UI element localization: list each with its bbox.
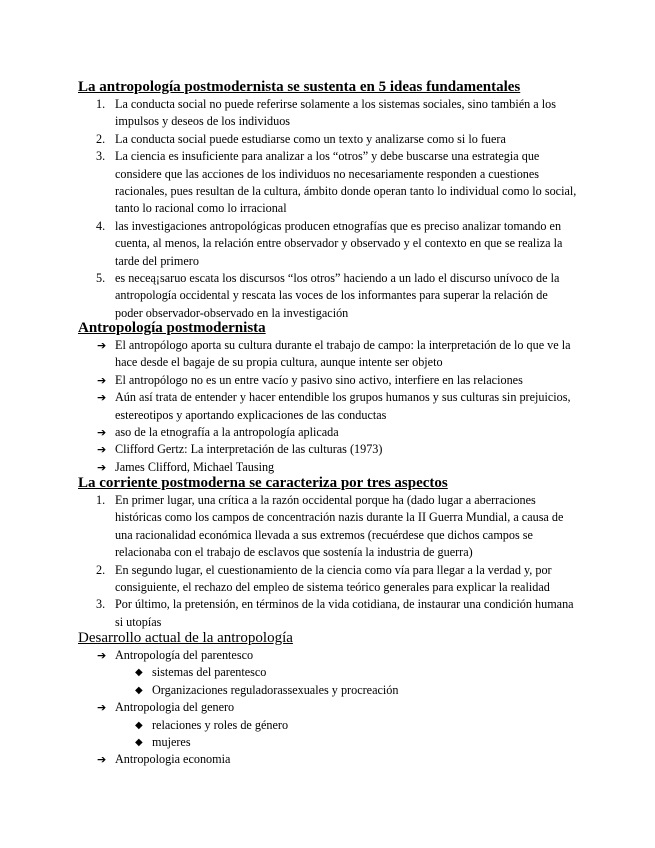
arrow-bullet-icon: ➔ bbox=[97, 460, 107, 474]
item-number: 3. bbox=[96, 597, 106, 612]
list-item bbox=[78, 337, 578, 372]
item-number: 1. bbox=[96, 493, 106, 507]
item-number: 1. bbox=[96, 97, 106, 111]
item-text: Clifford Gertz: La interpretación de las culturas (1973) bbox=[115, 442, 383, 457]
sub-item-text: relaciones y roles de género bbox=[152, 717, 289, 732]
sub-list-item bbox=[115, 664, 578, 681]
section-antropologia-postmodernista bbox=[78, 319, 578, 476]
section-corriente-postmoderna bbox=[78, 474, 578, 631]
arrow-bullet-icon: ➔ bbox=[97, 339, 107, 352]
list-item bbox=[78, 751, 578, 768]
item-text: La conducta social no puede referirse solamente a los sistemas sociales, sino también a los impulsos y deseos de los individuos bbox=[115, 97, 556, 129]
section-heading: Antropología postmodernista bbox=[78, 320, 266, 336]
arrow-list bbox=[78, 647, 578, 769]
list-item bbox=[78, 131, 578, 148]
item-text: las investigaciones antropológicas producen etnografías que es preciso analizar tomando en cuenta, al menos, la relación entre observador y observado y el contexto en que se realiza la tarde del primero bbox=[115, 218, 563, 268]
arrow-bullet-icon: ➔ bbox=[97, 373, 107, 387]
item-text: aso de la etnografía a la antropología aplicada bbox=[115, 425, 339, 440]
numbered-list bbox=[78, 96, 578, 322]
list-item bbox=[78, 699, 578, 751]
item-text: El antropólogo no es un entre vacío y pasivo sino activo, interfiere en las relaciones bbox=[115, 372, 523, 387]
diamond-bullet-icon: ◆ bbox=[135, 684, 143, 696]
arrow-bullet-icon: ➔ bbox=[97, 426, 107, 440]
sub-item-text: sistemas del parentesco bbox=[152, 665, 267, 680]
arrow-bullet-icon: ➔ bbox=[97, 649, 107, 662]
section-ideas-fundamentales bbox=[78, 78, 578, 322]
diamond-bullet-icon: ◆ bbox=[135, 719, 143, 731]
arrow-bullet-icon: ➔ bbox=[97, 753, 107, 767]
list-item bbox=[78, 647, 578, 699]
sub-list-item bbox=[115, 734, 578, 751]
sub-list-item bbox=[115, 717, 578, 734]
item-text: Aún así trata de entender y hacer entendible los grupos humanos y sus culturas sin prejuicios, estereotipos y aportando explicaciones de las conductas bbox=[115, 390, 571, 422]
item-text: El antropólogo aporta su cultura durante el trabajo de campo: la interpretación de lo que ve la hace desde el bagaje de su propia cultura, aunque intente ser objeto bbox=[115, 338, 571, 370]
section-heading: La antropología postmodernista se sustenta en 5 ideas fundamentales bbox=[78, 79, 521, 95]
item-text: Por último, la pretensión, en términos de la vida cotidiana, de instaurar una condición humana si utopías bbox=[115, 597, 574, 629]
list-item bbox=[78, 441, 578, 458]
item-number: 5. bbox=[96, 271, 106, 286]
item-text: es neceą¡saruo escata los discursos “los otros” haciendo a un lado el discurso unívoco de la antropología occidental y rescata las voces de los informantes para superar la relación de poder observador-observado en la investigación bbox=[115, 271, 560, 320]
sub-item-text: mujeres bbox=[152, 735, 191, 750]
sub-item-text: Organizaciones reguladorassexuales y procreación bbox=[152, 682, 399, 697]
arrow-bullet-icon: ➔ bbox=[97, 701, 107, 715]
section-heading: La corriente postmoderna se caracteriza por tres aspectos bbox=[78, 475, 448, 491]
item-text: Antropologia del genero bbox=[115, 700, 235, 715]
list-item bbox=[78, 596, 578, 631]
item-number: 2. bbox=[96, 131, 106, 146]
section-heading: Desarrollo actual de la antropología bbox=[78, 630, 293, 646]
sub-list-item bbox=[115, 682, 578, 699]
list-item bbox=[78, 424, 578, 441]
item-text: Antropologia economia bbox=[115, 752, 231, 767]
list-item bbox=[78, 148, 578, 218]
list-item bbox=[78, 389, 578, 424]
item-number: 4. bbox=[96, 218, 106, 233]
diamond-bullet-icon: ◆ bbox=[135, 737, 143, 749]
item-number: 2. bbox=[96, 562, 106, 577]
item-text: James Clifford, Michael Tausing bbox=[115, 459, 275, 474]
item-text: La ciencia es insuficiente para analizar a los “otros” y debe buscarse una estrategia que considere que las acciones de los individuos no necesariamente responden a cuestiones racionales, pues resultan de la cultura, ámbito donde operan tanto lo individual como lo social, tanto lo racional como lo irracional bbox=[115, 149, 577, 216]
diamond-bullet-icon: ◆ bbox=[135, 667, 143, 679]
item-text: La conducta social puede estudiarse como un texto y analizarse como si lo fuera bbox=[115, 131, 506, 146]
list-item bbox=[78, 270, 578, 322]
numbered-list bbox=[78, 492, 578, 631]
list-item bbox=[78, 492, 578, 562]
item-number: 3. bbox=[96, 149, 106, 164]
arrow-bullet-icon: ➔ bbox=[97, 391, 107, 405]
item-text: Antropología del parentesco bbox=[115, 648, 254, 662]
sub-list bbox=[115, 717, 578, 752]
section-desarrollo-actual bbox=[78, 629, 578, 769]
arrow-bullet-icon: ➔ bbox=[97, 443, 107, 457]
list-item bbox=[78, 218, 578, 270]
sub-list bbox=[115, 664, 578, 699]
list-item bbox=[78, 562, 578, 597]
item-text: En primer lugar, una crítica a la razón occidental porque ha (dado lugar a aberraciones históricas como los campos de concentración nazis durante la II Guerra Mundial, a causa de una racionalidad económica llevada a sus extremos (recuérdese que dichos campos se relacionaba con el trabajo de esclavos que sostenía la industria de guerra) bbox=[115, 493, 564, 560]
item-text: En segundo lugar, el cuestionamiento de la ciencia como vía para llegar a la verdad y, por consiguiente, el rechazo del empleo de sistema teórico generales para explicar la realidad bbox=[115, 562, 552, 595]
list-item bbox=[78, 372, 578, 389]
list-item bbox=[78, 96, 578, 131]
arrow-list bbox=[78, 337, 578, 476]
